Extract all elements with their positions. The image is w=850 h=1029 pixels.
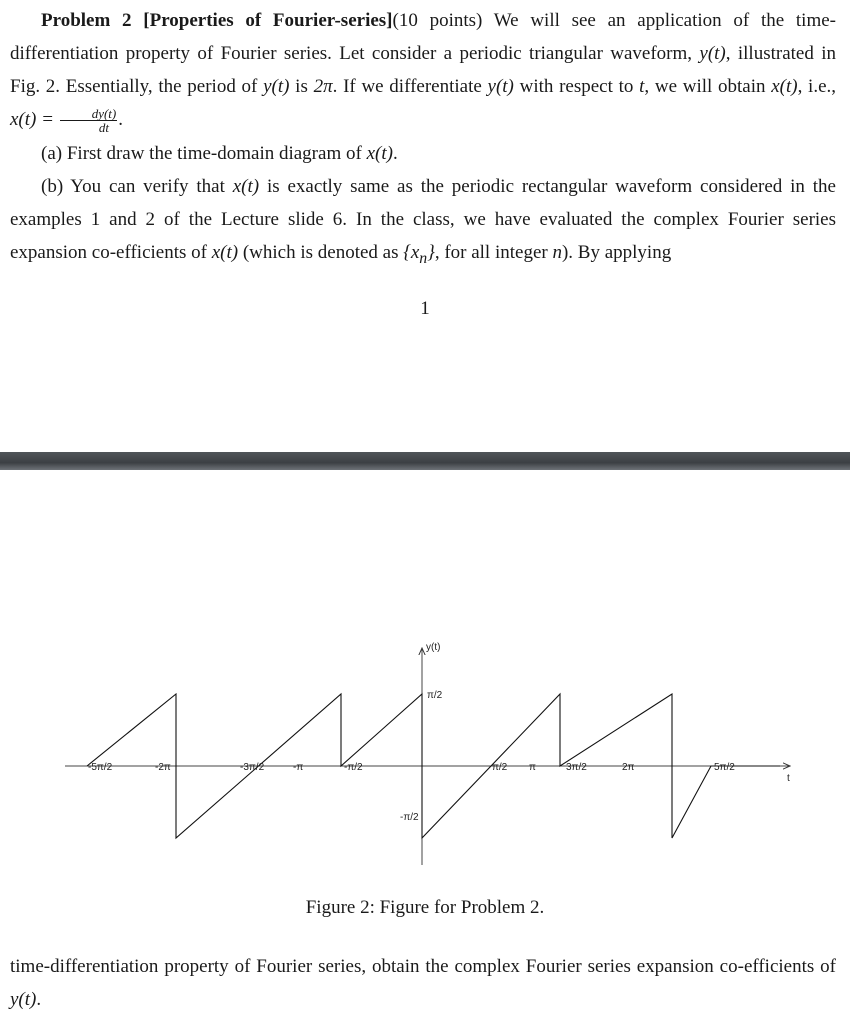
page-divider	[0, 452, 850, 470]
math-period: 2π	[313, 76, 333, 97]
x-tick-label: -π/2	[344, 762, 363, 773]
y-tick-top: π/2	[427, 690, 443, 701]
x-tick-label: π	[529, 762, 536, 773]
x-tick-label: -3π/2	[240, 762, 265, 773]
math-x-eq: x(t) =	[10, 109, 54, 130]
y-tick-bottom: -π/2	[400, 812, 419, 823]
problem-paragraph: Problem 2 [Properties of Fourier-series](10 points) We will see an application of the time-differentiation property of Fourier series. Let consider a periodic triangular waveform, y(t), illustrated in Fig. 2. Essentially, the period of y(t) is 2π. If we differentiate y(t) with respect to t, we will obtain x(t), i.e., x(t) = $\frac{dy(t)}{dt}$ .	[10, 10, 837, 136]
x-tick-label: 2π	[622, 762, 635, 773]
problem-heading: Problem 2 [Properties of Fourier-series]	[41, 10, 393, 31]
coefficient-set: $\{x_n\}$	[403, 242, 435, 267]
part-a-paragraph: (a) First draw the time-domain diagram of x(t).	[41, 143, 398, 164]
document-page-top	[0, 0, 850, 452]
x-axis-label: t	[787, 773, 790, 784]
part-a-label: (a)	[41, 143, 63, 164]
part-b-paragraph: (b) You can verify that x(t) is exactly same as the periodic rectangular waveform considered in the examples 1 and 2 of the Lecture slide 6. In the class, we have evaluated the complex Fourier series expansion co-efficients of x(t) (which is denoted as $\{x_n\}$, for all integer n). By applying	[10, 176, 836, 267]
waveform-plot	[0, 470, 850, 1024]
x-tick-label: -π	[293, 762, 304, 773]
y-axis-label: y(t)	[426, 642, 441, 653]
math-y-t: y(t)	[699, 43, 726, 64]
math-x-t: x(t)	[771, 76, 798, 97]
x-tick-label: 5π/2	[714, 762, 735, 773]
problem-points: (10 points)	[392, 10, 483, 31]
x-tick-label: π/2	[492, 762, 508, 773]
x-tick-label: -5π/2	[88, 762, 113, 773]
continuation-paragraph: time-differentiation property of Fourier series, obtain the complex Fourier series expansion co-efficients of y(t).	[10, 956, 836, 1010]
figure-caption: Figure 2: Figure for Problem 2.	[305, 897, 545, 918]
figure-area	[0, 470, 850, 1024]
x-tick-label: 3π/2	[566, 762, 587, 773]
page-number: 1	[420, 298, 430, 319]
x-tick-label: -2π	[155, 762, 171, 773]
part-b-label: (b)	[41, 176, 64, 197]
derivative-fraction: $\frac{dy(t)}{dt}$	[60, 107, 118, 134]
